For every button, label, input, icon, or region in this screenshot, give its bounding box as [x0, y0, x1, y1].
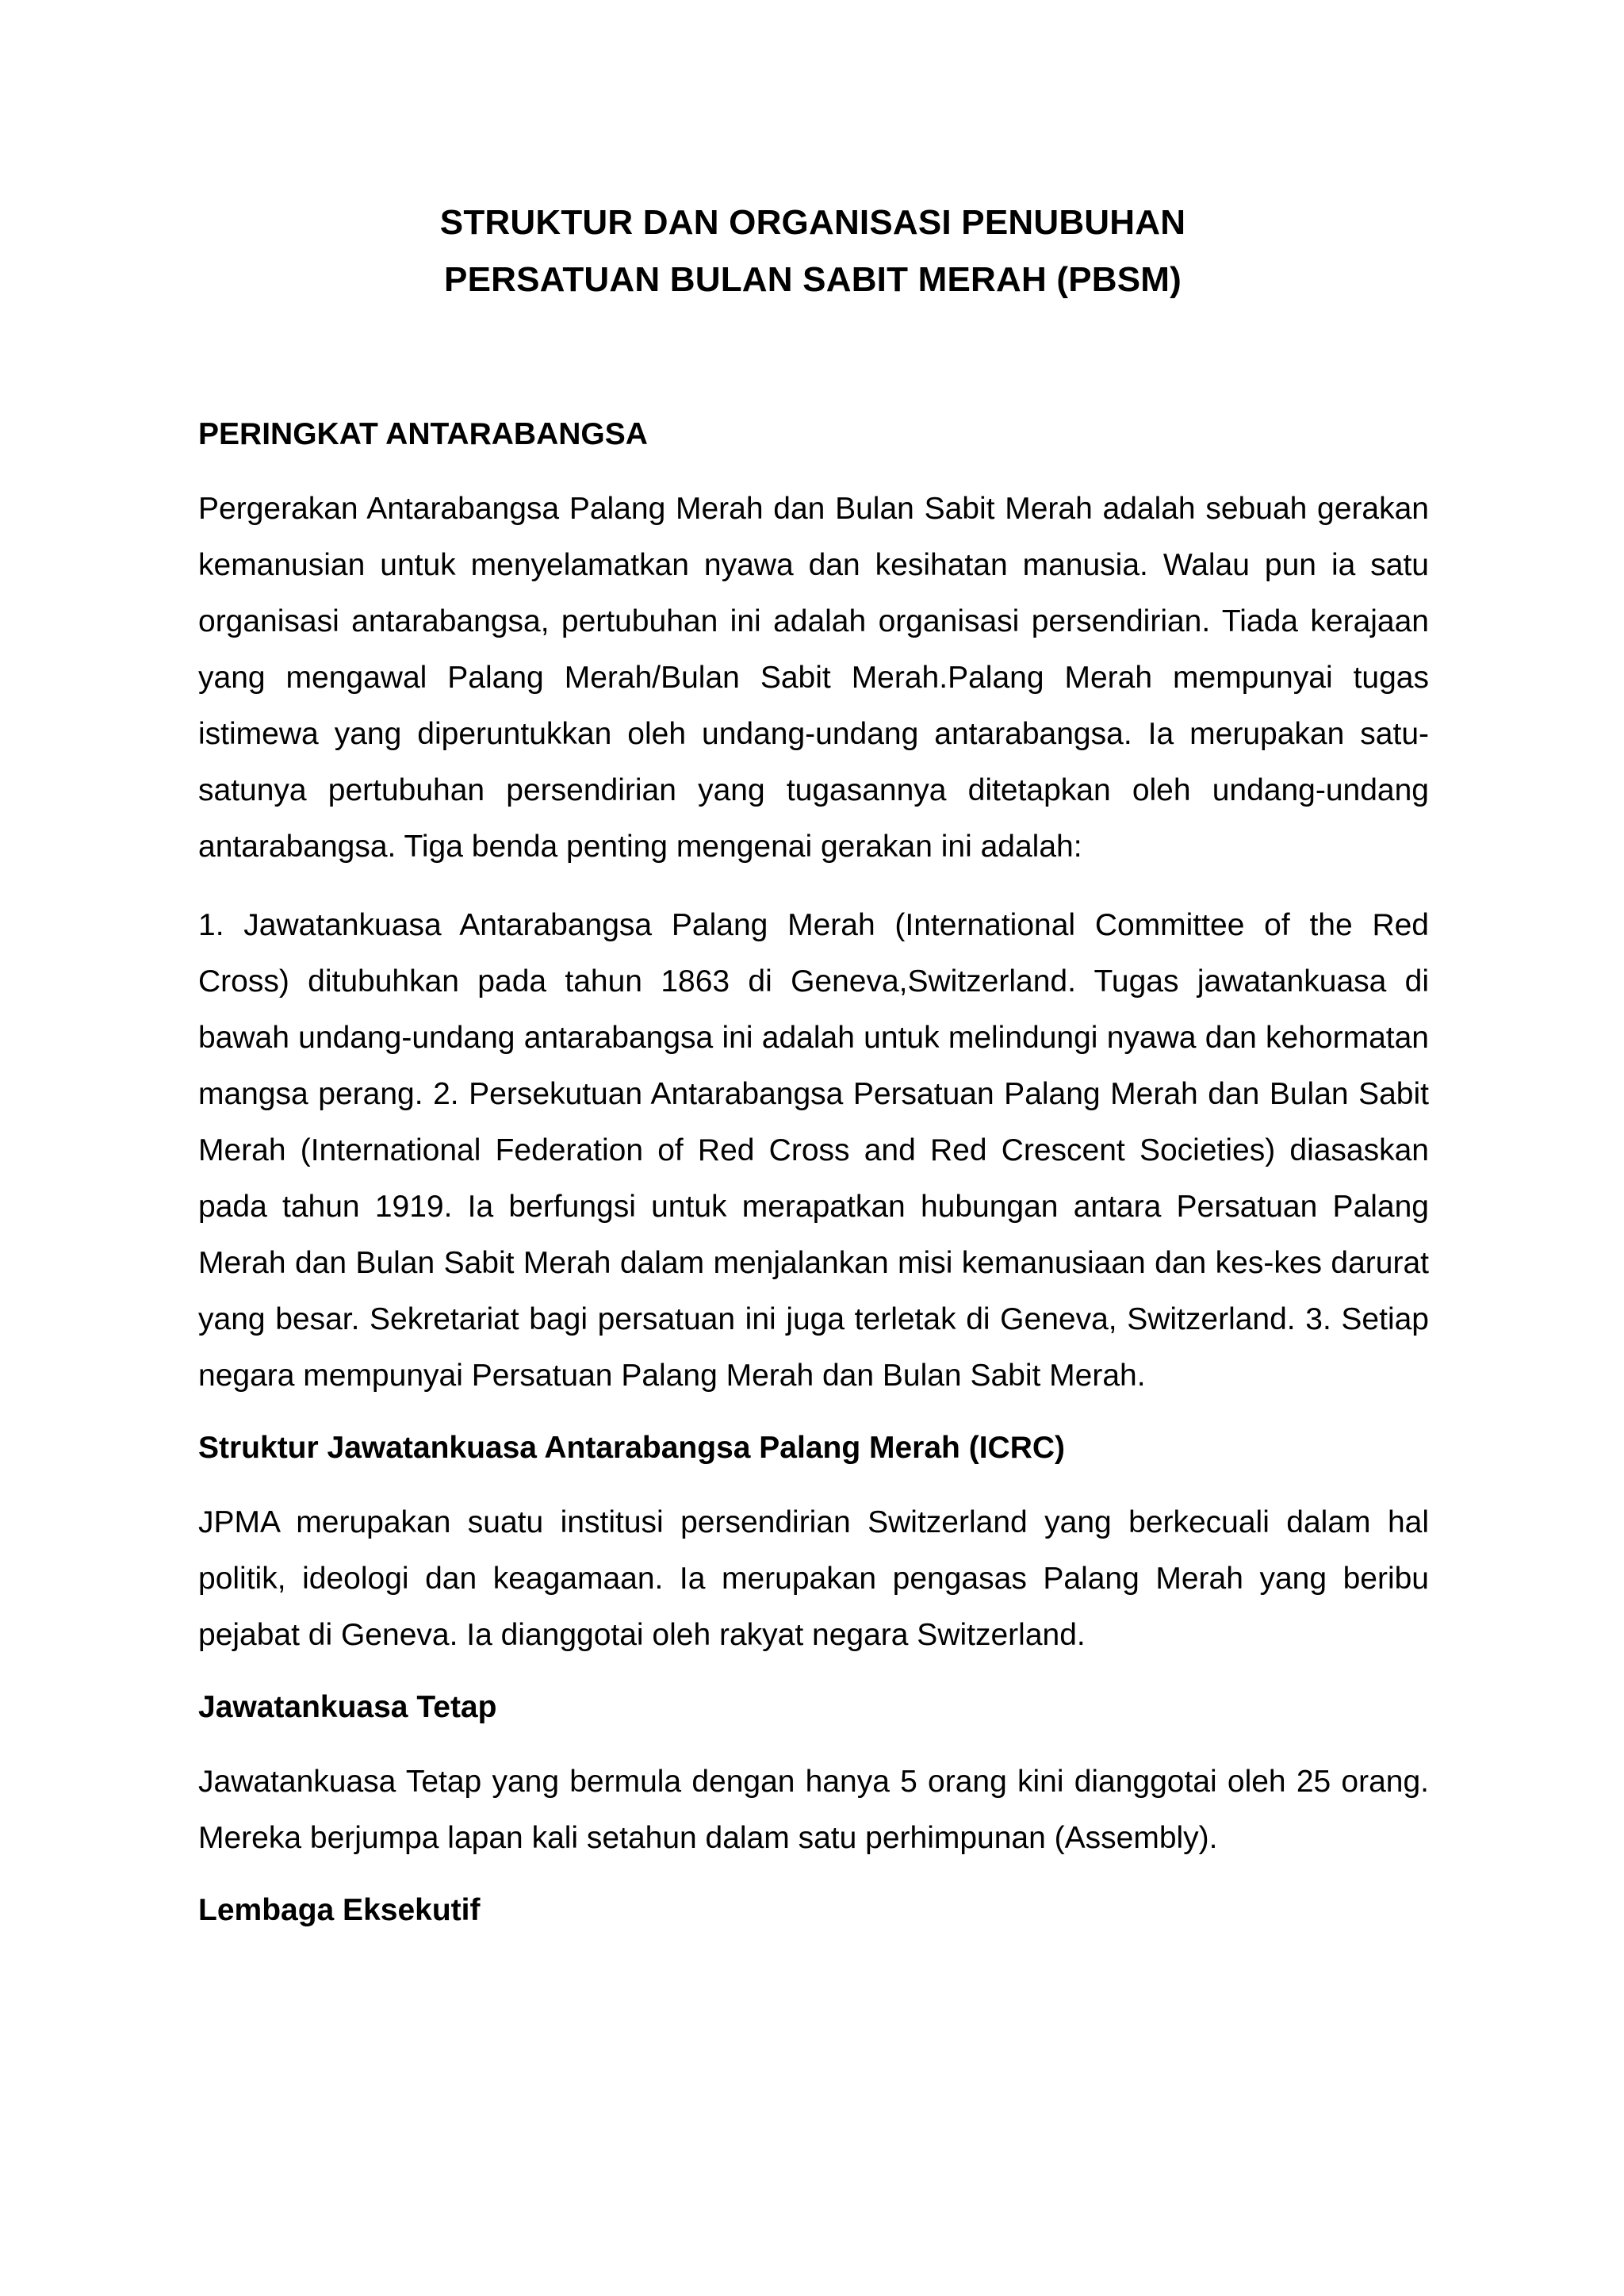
- numbered-points-paragraph: 1. Jawatankuasa Antarabangsa Palang Merah (International Committee of the Red Cross) ditubuhkan pada tahun 1863 di Geneva,Switzerland. Tugas jawatankuasa di bawah undang-undang antarabangsa ini adalah untuk melindungi nyawa dan kehormatan mangsa perang. 2. Persekutuan Antarabangsa Persatuan Palang Merah dan Bulan Sabit Merah (International Federation of Red Cross and Red Crescent Societies) diasaskan pada tahun 1919. Ia berfungsi untuk merapatkan hubungan antara Persatuan Palang Merah dan Bulan Sabit Merah dalam menjalankan misi kemanusiaan dan kes-kes darurat yang besar. Sekretariat bagi persatuan ini juga terletak di Geneva, Switzerland. 3. Setiap negara mempunyai Persatuan Palang Merah dan Bulan Sabit Merah.: [198, 908, 1429, 1393]
- icrc-paragraph: JPMA merupakan suatu institusi persendirian Switzerland yang berkecuali dalam hal politik, ideologi dan keagamaan. Ia merupakan pengasas Palang Merah yang beribu pejabat di Geneva. Ia dianggotai oleh rakyat negara Switzerland.: [198, 1505, 1429, 1652]
- document-title: [198, 194, 1427, 309]
- icrc-structure-heading: Struktur Jawatankuasa Antarabangsa Palang Merah (ICRC): [198, 1431, 1066, 1465]
- intro-paragraph: Pergerakan Antarabangsa Palang Merah dan Bulan Sabit Merah adalah sebuah gerakan kemanusian untuk menyelamatkan nyawa dan kesihatan manusia. Walau pun ia satu organisasi antarabangsa, pertubuhan ini adalah organisasi persendirian. Tiada kerajaan yang mengawal Palang Merah/Bulan Sabit Merah.Palang Merah mempunyai tugas istimewa yang diperuntukkan oleh undang-undang antarabangsa. Ia merupakan satu-satunya pertubuhan persendirian yang tugasannya ditetapkan oleh undang-undang antarabangsa. Tiga benda penting mengenai gerakan ini adalah:: [198, 492, 1429, 864]
- title-line-2: PERSATUAN BULAN SABIT MERAH (PBSM): [444, 260, 1182, 299]
- title-line-1: STRUKTUR DAN ORGANISASI PENUBUHAN: [439, 203, 1186, 242]
- standing-committee-heading: Jawatankuasa Tetap: [198, 1690, 497, 1724]
- document-body: [198, 412, 1429, 1957]
- section-heading-international: PERINGKAT ANTARABANGSA: [198, 417, 648, 451]
- standing-committee-paragraph: Jawatankuasa Tetap yang bermula dengan hanya 5 orang kini dianggotai oleh 25 orang. Mereka berjumpa lapan kali setahun dalam satu perhimpunan (Assembly).: [198, 1765, 1429, 1855]
- executive-board-heading: Lembaga Eksekutif: [198, 1893, 481, 1927]
